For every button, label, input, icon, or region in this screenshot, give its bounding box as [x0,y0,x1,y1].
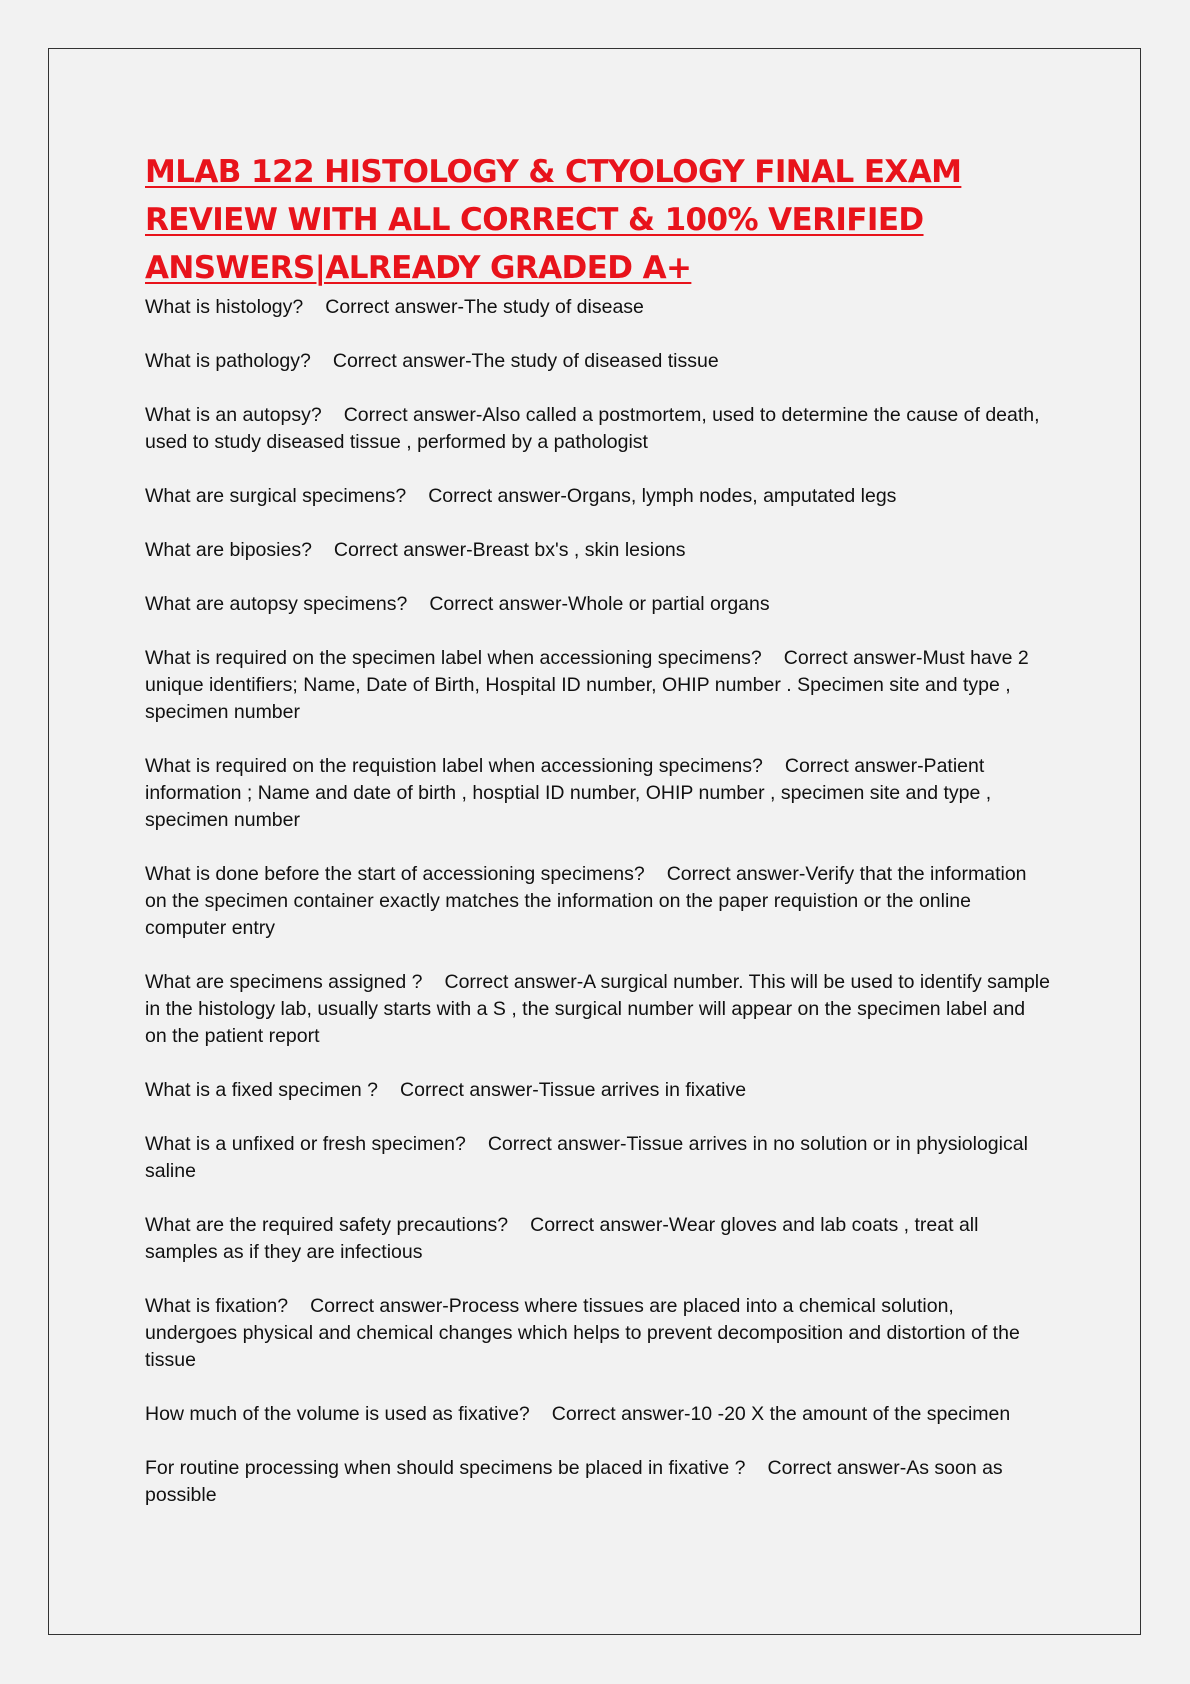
question-text: What is pathology? [145,350,311,372]
qa-item [145,969,1050,1050]
question-text: What is a fixed specimen ? [145,1079,379,1101]
qa-item [145,294,1050,321]
qa-item [145,753,1050,834]
answer-text: Correct answer-As soon as possible [145,1457,1003,1506]
question-text: What is histology? [145,296,304,318]
qa-item [145,348,1050,375]
qa-item [145,1293,1050,1374]
answer-text: Correct answer-Verify that the information on the specimen container exactly matches the information on the paper requistion or the online computer entry [145,863,1027,939]
question-text: What is done before the start of accessioning specimens? [145,863,645,885]
answer-text: Correct answer-Process where tissues are placed into a chemical solution, undergoes physical and chemical changes which helps to prevent decomposition and distortion of the tissue [145,1295,1020,1371]
question-text: What are surgical specimens? [145,485,407,507]
question-text: What is required on the specimen label when accessioning specimens? [145,647,762,669]
answer-text: Correct answer-Patient information ; Name and date of birth , hosptial ID number, OHIP number , specimen site and type , specimen number [145,755,992,831]
answer-text: Correct answer-Organs, lymph nodes, amputated legs [428,485,897,507]
question-text: What is required on the requistion label when accessioning specimens? [145,755,763,777]
question-text: What is fixation? [145,1295,289,1317]
qa-item [145,402,1050,456]
qa-list [145,294,1050,1509]
answer-text: Correct answer-Wear gloves and lab coats , treat all samples as if they are infectious [145,1214,979,1263]
answer-text: Correct answer-Tissue arrives in no solution or in physiological saline [145,1133,1028,1182]
qa-item [145,1212,1050,1266]
document-title: MLAB 122 HISTOLOGY & CTYOLOGY FINAL EXAM REVIEW WITH ALL CORRECT & 100% VERIFIED ANSWERS|ALREADY GRADED A+ [145,154,962,286]
answer-text: Correct answer-Tissue arrives in fixative [400,1079,747,1101]
question-text: What are biposies? [145,539,312,561]
question-text: What is an autopsy? [145,404,322,426]
answer-text: Correct answer-The study of diseased tissue [332,350,719,372]
qa-item [145,1401,1050,1428]
question-text: For routine processing when should specimens be placed in fixative ? [145,1457,746,1479]
qa-item [145,1131,1050,1185]
question-text: What are the required safety precautions? [145,1214,509,1236]
question-text: What are autopsy specimens? [145,593,408,615]
qa-item [145,1455,1050,1509]
question-text: What is a unfixed or fresh specimen? [145,1133,466,1155]
answer-text: Correct answer-A surgical number. This will be used to identify sample in the histology lab, usually starts with a S , the surgical number will appear on the specimen label and on the patient report [145,971,1050,1047]
document-body [145,148,1050,1536]
answer-text: Correct answer-The study of disease [325,296,644,318]
answer-text: Correct answer-Whole or partial organs [429,593,770,615]
qa-item [145,537,1050,564]
answer-text: Correct answer-Must have 2 unique identifiers; Name, Date of Birth, Hospital ID number, OHIP number . Specimen site and type , specimen number [145,647,1029,723]
qa-item [145,645,1050,726]
qa-item [145,591,1050,618]
answer-text: Correct answer-10 -20 X the amount of the specimen [551,1403,1011,1425]
qa-item [145,1077,1050,1104]
question-text: What are specimens assigned ? [145,971,423,993]
qa-item [145,483,1050,510]
question-text: How much of the volume is used as fixative? [145,1403,530,1425]
answer-text: Correct answer-Also called a postmortem, used to determine the cause of death, used to study diseased tissue , performed by a pathologist [145,404,1040,453]
answer-text: Correct answer-Breast bx's , skin lesions [333,539,686,561]
qa-item [145,861,1050,942]
